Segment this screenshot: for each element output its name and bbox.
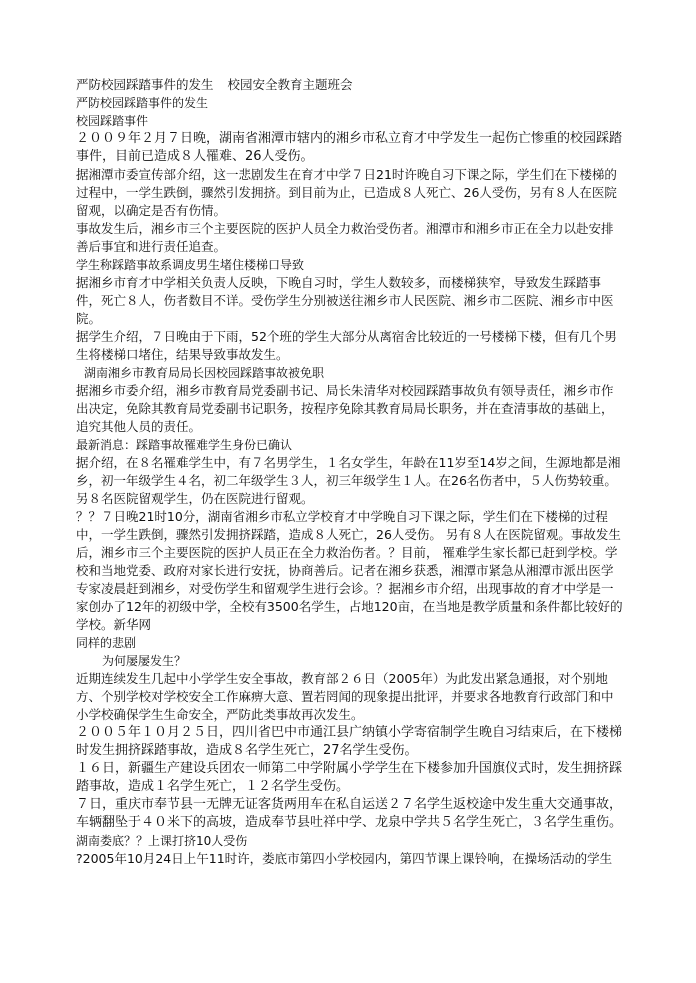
heading-section: 湖南湘乡市教育局局长因校园踩踏事故被免职 [84,366,325,380]
heading-section: 最新消息：踩踏事故罹难学生身份已确认 [76,438,293,452]
heading-section: 学生称踩踏事故系调皮男生堵住楼梯口导致 [76,258,305,272]
heading-section: 为何屡屡发生？ [102,654,187,668]
document-title-row [76,76,624,94]
paragraph: 事故发生后，湘乡市三个主要医院的医护人员全力救治受伤者。湘潭市和湘乡市正在全力以赴安排善后事宜和进行责任追查。 [76,221,614,254]
document-page [76,76,624,868]
paragraph: 据湘乡市委介绍，湘乡市教育局党委副书记、局长朱清华对校园踩踏事故负有领导责任，湘乡市作出决定，免除其教育局党委副书记职务，按程序免除其教育局局长职务，并在查清事故的基础上，追究其他人员的责任。 [76,383,614,434]
paragraph: ？？７日晚21时10分，湖南省湘乡市私立学校育才中学晚自习下课之际，学生们在下楼梯的过程中，一学生跌倒，骤然引发拥挤踩踏，造成８人死亡，26人受伤。 另有８人在医院留观。事故发生后，湘乡市三个主要医院的医护人员正在全力救治伤者。？目前， 罹难学生家长都已赶到学校。学校和当地党委、政府对家长进行安抚，协商善后。记者在湘乡获悉，湘潭市紧急从湘潭市派出医学专家凌晨赶到湘乡，对受伤学生和留观学生进行会诊。？据湘乡市介绍，出现事故的育才中学是一家创办了12年的初级中学，全校有3500名学生，占地120亩，在当地是教学质量和条件都比较好的学校。新华网 [76,509,623,632]
paragraph: 据学生介绍，７日晚由于下雨，52个班的学生大部分从离宿舍比较近的一号楼梯下楼，但有几个男生将楼梯口堵住，结果导致事故发生。 [76,329,617,362]
document-title: 严防校园踩踏事件的发生 [76,77,214,92]
document-subtitle: 校园安全教育主题班会 [227,77,353,92]
paragraph: ２００９年２月７日晚，湖南省湘潭市辖内的湘乡市私立育才中学发生一起伤亡惨重的校园踩踏事件，目前已造成８人罹难、26人受伤。 [76,131,623,164]
heading-section: 湖南娄底？？上课打挤10人受伤 [76,834,248,848]
heading-main: 严防校园踩踏事件的发生 [76,96,209,110]
paragraph: 据介绍，在８名罹难学生中，有７名男学生，１名女学生，年龄在11岁至14岁之间，生源地都是湘乡，初一年级学生４名，初二年级学生３人，初三年级学生１人。在26名伤者中，５人伤势较重。另８名医院留观学生，仍在医院进行留观。 [76,455,621,506]
paragraph: ?2005年10月24日上午11时许，娄底市第四小学校园内，第四节课上课铃响，在操场活动的学生 [76,851,613,866]
paragraph: １６日，新疆生产建设兵团农一师第二中学附属小学学生在下楼参加升国旗仪式时，发生拥挤踩踏事故，造成１名学生死亡，１２名学生受伤。 [76,761,623,794]
paragraph: ７日，重庆市奉节县一无牌无证客货两用车在私自运送２７名学生返校途中发生重大交通事故，车辆翻坠于４０米下的高坡，造成奉节县吐祥中学、龙泉中学共５名学生死亡，３名学生重伤。 [76,797,623,830]
heading-section: 校园踩踏事件 [76,114,149,128]
paragraph: 据湘乡市育才中学相关负责人反映，下晚自习时，学生人数较多，而楼梯狭窄，导致发生踩踏事件，死亡８人，伤者数目不详。受伤学生分别被送往湘乡市人民医院、湘乡市二医院、湘乡市中医院。 [76,275,614,326]
paragraph: ２００５年１０月２５日，四川省巴中市通江县广纳镇小学寄宿制学生晚自习结束后，在下楼梯时发生拥挤踩踏事故，造成８名学生死亡，27名学生受伤。 [76,725,623,758]
paragraph: 据湘潭市委宣传部介绍，这一悲剧发生在育才中学７日21时许晚自习下课之际，学生们在下楼梯的过程中，一学生跌倒，骤然引发拥挤。到目前为止，已造成８人死亡、26人受伤，另有８人在医院留观，以确定是否有伤情。 [76,167,617,218]
heading-section: 同样的悲剧 [76,636,137,650]
paragraph: 近期连续发生几起中小学学生安全事故，教育部２６日（2005年）为此发出紧急通报，对个别地方、个别学校对学校安全工作麻痹大意、置若罔闻的现象提出批评，并要求各地教育行政部门和中小学校确保学生生命安全，严防此类事故再次发生。 [76,671,614,722]
